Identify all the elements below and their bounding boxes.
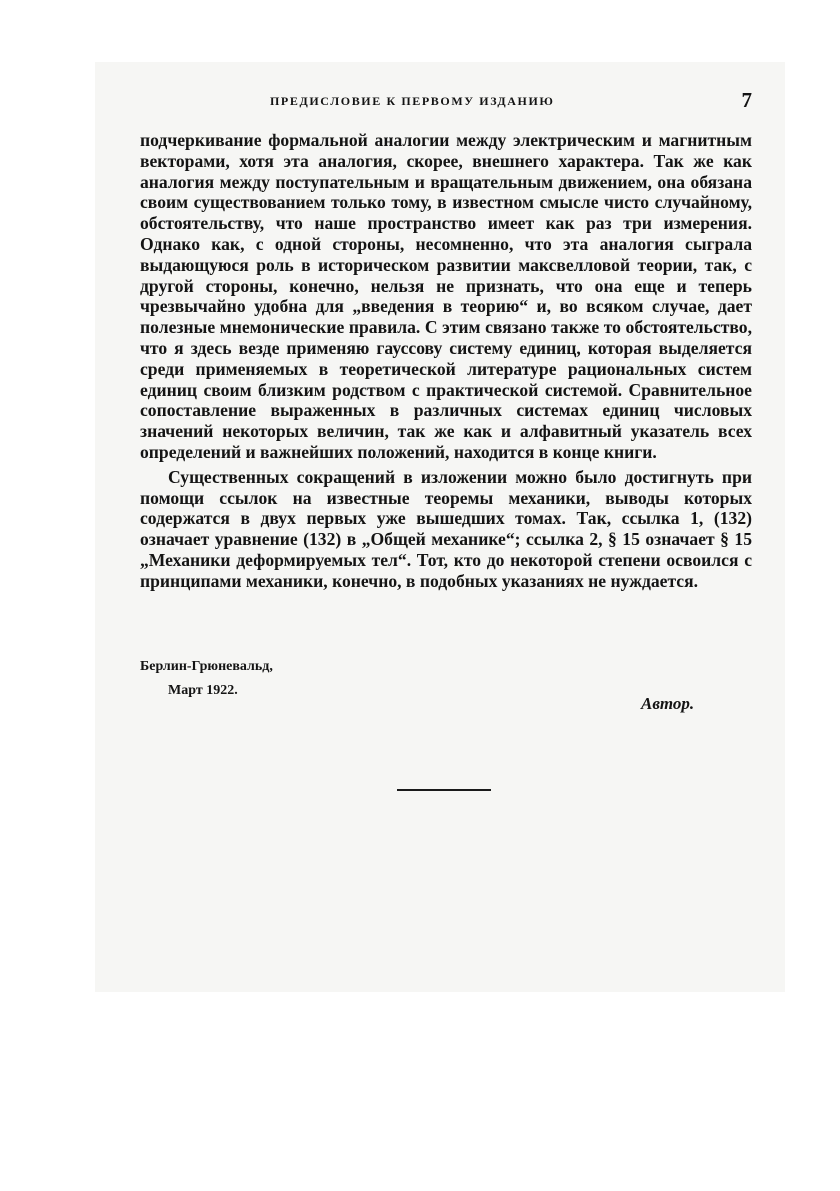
signoff-date: Март 1922. xyxy=(168,683,238,698)
signoff-place: Берлин-Грюневальд, xyxy=(140,659,273,674)
end-rule xyxy=(397,789,491,791)
paragraph-continued: подчеркивание формальной аналогии между электрическим и магнитным векторами, хотя эта аналогия, скорее, внешнего характера. Так же как аналогия между поступательным и вращательным движением, она обязана своим существованием только тому, в известном смысле чисто случайному, обстоятельству, что наше пространство имеет как раз три измерения. Однако как, с одной стороны, несомненно, что эта аналогия сыграла выдающуюся роль в историческом развитии максвелловой теории, так, с другой стороны, конечно, нельзя не признать, что она еще и теперь чрезвычайно удобна для „введения в теорию“ и, во всяком случае, дает полезные мнемонические правила. С этим связано также то обстоятельство, что я здесь везде применяю гауссову систему единиц, которая выделяется среди применяемых в теоретической литературе рациональных систем единиц своим близким родством с практической системой. Сравнительное сопоставление выраженных в различных системах единиц числовых значений некоторых величин, так же как и алфавитный указатель всех определений и важнейших положений, находится в конце книги. xyxy=(140,130,752,462)
paragraph-references: Существенных сокращений в изложении можно было достигнуть при помощи ссылок на известные теоремы механики, выводы которых содержатся в двух первых уже вышедших томах. Так, ссылка 1, (132) означает уравнение (132) в „Общей механике“; ссылка 2, § 15 означает § 15 „Механики деформируемых тел“. Тот, кто до некоторой степени освоился с принципами механики, конечно, в подобных указаниях не нуждается. xyxy=(140,466,752,591)
page-header xyxy=(140,88,752,116)
running-title: ПРЕДИСЛОВИЕ К ПЕРВОМУ ИЗДАНИЮ xyxy=(270,94,555,108)
page-number: 7 xyxy=(741,88,752,112)
body-text xyxy=(140,130,752,592)
signoff-author: Автор. xyxy=(641,694,695,713)
